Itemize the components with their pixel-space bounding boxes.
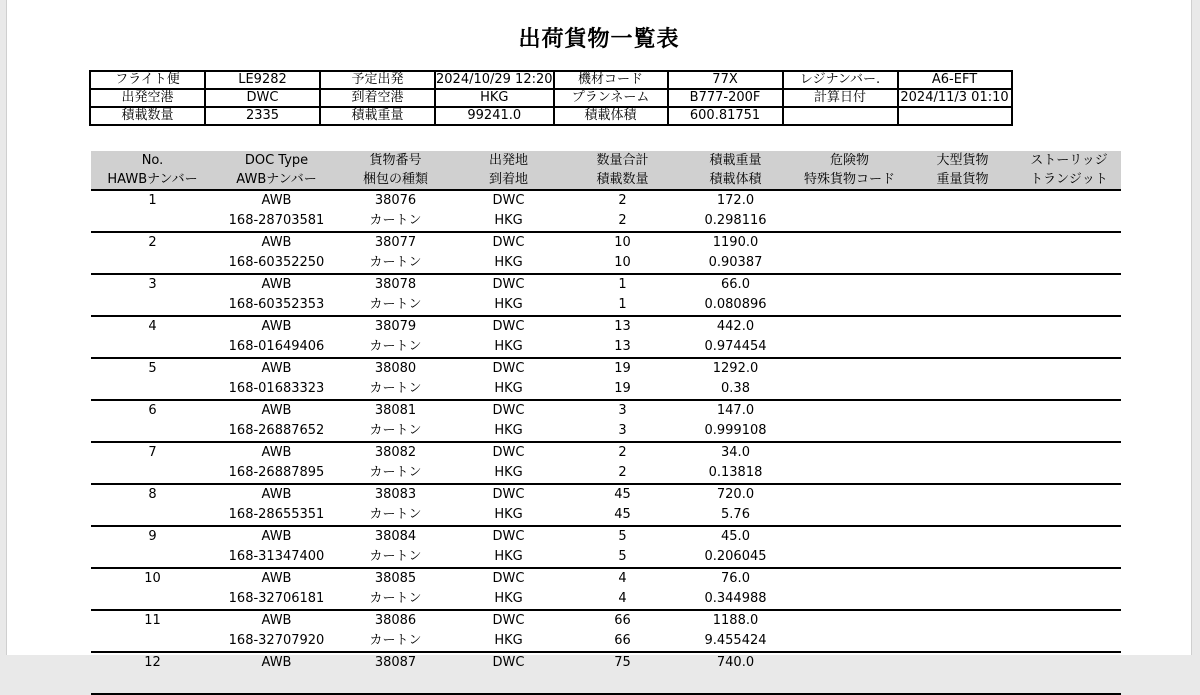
column-header: 積載数量 [565,170,680,190]
flight-info-value: 2024/11/3 01:10 [898,89,1012,107]
table-row [91,484,1121,505]
cargo-number-cell: 38076 [374,193,417,208]
empty-cell [91,589,214,610]
document-title: 出荷貨物一覧表 [518,27,680,52]
volume-cell: 0.90387 [680,253,791,274]
table-row [91,463,1121,484]
packaging-cell: カートン [339,631,452,652]
empty-cell [908,421,1017,442]
quantity-total-cell: 3 [618,403,627,418]
table-row [91,568,1121,589]
doc-type-cell: AWB [261,193,292,208]
doc-type-cell: AWB [261,571,292,586]
column-header: 重量貨物 [908,170,1017,190]
flight-info-label: レジナンバー. [783,71,898,89]
quantity-total-cell: 66 [614,613,631,628]
origin-cell: DWC [492,403,525,418]
column-header: 積載体積 [680,170,791,190]
weight-cell: 1190.0 [712,235,759,250]
flight-info-value [898,107,1012,125]
packaging-cell: カートン [339,589,452,610]
table-row [91,610,1121,631]
awb-number-cell: 168-60352250 [214,253,339,274]
cargo-number-cell: 38083 [374,487,417,502]
empty-cell [791,253,908,274]
packaging-cell: カートン [339,295,452,316]
origin-cell: DWC [492,277,525,292]
awb-number-cell: 168-01649406 [214,337,339,358]
flight-info-label: 計算日付 [783,89,898,107]
empty-cell [908,190,1017,211]
weight-cell: 76.0 [721,571,750,586]
column-header: 大型貨物 [908,151,1017,170]
volume-cell: 0.999108 [680,421,791,442]
awb-number-cell: 168-31347400 [214,547,339,568]
empty-cell [908,463,1017,484]
row-number: 1 [148,193,157,208]
doc-type-cell: AWB [261,403,292,418]
flight-info-label: 積載重量 [320,107,435,125]
doc-type-cell: AWB [261,361,292,376]
table-row [91,505,1121,526]
empty-cell [908,274,1017,295]
empty-cell [1017,484,1121,505]
empty-cell [791,631,908,652]
column-header: DOC Type [214,151,339,170]
empty-cell [791,463,908,484]
empty-cell [791,505,908,526]
empty-cell [791,358,908,379]
empty-cell [91,547,214,568]
destination-cell: HKG [452,295,565,316]
volume-cell: 0.298116 [680,211,791,232]
empty-cell [1017,316,1121,337]
empty-cell [908,610,1017,631]
empty-cell [791,274,908,295]
empty-cell [1017,589,1121,610]
column-header: 貨物番号 [339,151,452,170]
quantity-total-cell: 2 [618,193,627,208]
empty-cell [791,190,908,211]
row-number: 2 [148,235,157,250]
empty-cell [91,253,214,274]
column-header: トランジット [1017,170,1121,190]
empty-cell [791,232,908,253]
awb-number-cell: 168-32707920 [214,631,339,652]
origin-cell: DWC [492,571,525,586]
empty-cell [91,463,214,484]
empty-cell [1017,652,1121,673]
loaded-quantity-cell: 45 [565,505,680,526]
empty-cell [908,652,1017,673]
table-row [91,400,1121,421]
empty-cell [91,211,214,232]
cargo-number-cell: 38081 [374,403,417,418]
empty-cell [908,400,1017,421]
quantity-total-cell: 13 [614,319,631,334]
packaging-cell: カートン [339,421,452,442]
table-row [91,631,1121,652]
destination-cell: HKG [452,631,565,652]
flight-info-row [90,107,1012,125]
flight-info-label: 予定出発 [320,71,435,89]
empty-cell [908,211,1017,232]
awb-number-cell: 168-60352353 [214,295,339,316]
empty-cell [791,526,908,547]
table-row [91,190,1121,211]
table-row [91,526,1121,547]
quantity-total-cell: 10 [614,235,631,250]
volume-cell: 0.080896 [680,295,791,316]
weight-cell: 1188.0 [712,613,759,628]
flight-info-value: 2335 [205,107,320,125]
quantity-total-cell: 4 [618,571,627,586]
empty-cell [1017,610,1121,631]
flight-info-label: 積載体積 [554,107,668,125]
doc-type-cell: AWB [261,529,292,544]
column-header: 数量合計 [565,151,680,170]
cargo-number-cell: 38079 [374,319,417,334]
packaging-cell: カートン [339,547,452,568]
row-number: 6 [148,403,157,418]
cargo-number-cell: 38086 [374,613,417,628]
destination-cell: HKG [452,379,565,400]
origin-cell: DWC [492,361,525,376]
empty-cell [908,295,1017,316]
empty-cell [791,442,908,463]
quantity-total-cell: 75 [614,655,631,670]
loaded-quantity-cell: 19 [565,379,680,400]
destination-cell: HKG [452,505,565,526]
empty-cell [908,253,1017,274]
row-number: 10 [144,571,161,586]
empty-cell [1017,442,1121,463]
awb-number-cell: 168-28655351 [214,505,339,526]
flight-info-value: 2024/10/29 12:20 [436,72,553,87]
empty-cell [908,526,1017,547]
empty-cell [791,400,908,421]
column-header: AWBナンバー [214,170,339,190]
loaded-quantity-cell: 5 [565,547,680,568]
row-number: 7 [148,445,157,460]
volume-cell: 0.13818 [680,463,791,484]
empty-cell [791,484,908,505]
flight-info-label: 出発空港 [90,89,205,107]
column-header: 特殊貨物コード [791,170,908,190]
packaging-cell: カートン [339,505,452,526]
table-row [91,379,1121,400]
table-row [91,673,1121,694]
flight-info-label: プランネーム [554,89,668,107]
cargo-number-cell: 38078 [374,277,417,292]
table-row [91,232,1121,253]
empty-cell [1017,568,1121,589]
table-row [91,589,1121,610]
empty-cell [1017,253,1121,274]
table-row [91,253,1121,274]
quantity-total-cell: 5 [618,529,627,544]
empty-cell [908,673,1017,694]
origin-cell: DWC [492,529,525,544]
packaging-cell: カートン [339,253,452,274]
table-row [91,316,1121,337]
row-number: 9 [148,529,157,544]
empty-cell [791,337,908,358]
cargo-number-cell: 38084 [374,529,417,544]
loaded-quantity-cell: 4 [565,589,680,610]
flight-info-value: HKG [435,89,554,107]
row-number: 4 [148,319,157,334]
weight-cell: 1292.0 [712,361,759,376]
empty-cell [791,379,908,400]
empty-cell [1017,400,1121,421]
table-row [91,442,1121,463]
destination-cell: HKG [452,589,565,610]
loaded-quantity-cell [565,673,680,694]
flight-info-value: B777-200F [668,89,783,107]
empty-cell [1017,421,1121,442]
empty-cell [1017,337,1121,358]
empty-cell [908,547,1017,568]
awb-number-cell: 168-26887652 [214,421,339,442]
empty-cell [1017,274,1121,295]
empty-cell [908,589,1017,610]
doc-type-cell: AWB [261,319,292,334]
column-header: ストーリッジ [1017,151,1121,170]
loaded-quantity-cell: 2 [565,463,680,484]
empty-cell [791,295,908,316]
packaging-cell [339,673,452,694]
weight-cell: 442.0 [716,319,755,334]
weight-cell: 66.0 [721,277,750,292]
flight-info-table [89,70,1013,126]
weight-cell: 34.0 [721,445,750,460]
table-header-row [91,151,1121,170]
empty-cell [91,379,214,400]
table-row [91,211,1121,232]
table-row [91,358,1121,379]
destination-cell: HKG [452,547,565,568]
cargo-number-cell: 38077 [374,235,417,250]
empty-cell [791,547,908,568]
loaded-quantity-cell: 66 [565,631,680,652]
empty-cell [791,316,908,337]
empty-cell [791,421,908,442]
row-number: 3 [148,277,157,292]
awb-number-cell: 168-32706181 [214,589,339,610]
loaded-quantity-cell: 3 [565,421,680,442]
empty-cell [908,379,1017,400]
origin-cell: DWC [492,319,525,334]
table-row [91,274,1121,295]
origin-cell: DWC [492,655,525,670]
packaging-cell: カートン [339,463,452,484]
empty-cell [908,484,1017,505]
destination-cell [452,673,565,694]
flight-info-value: A6-EFT [898,71,1012,89]
empty-cell [908,337,1017,358]
packaging-cell: カートン [339,211,452,232]
quantity-total-cell: 2 [618,445,627,460]
awb-number-cell [214,673,339,694]
origin-cell: DWC [492,487,525,502]
awb-number-cell: 168-28703581 [214,211,339,232]
flight-info-value: LE9282 [205,71,320,89]
origin-cell: DWC [492,445,525,460]
destination-cell: HKG [452,421,565,442]
empty-cell [91,631,214,652]
destination-cell: HKG [452,253,565,274]
empty-cell [791,610,908,631]
doc-type-cell: AWB [261,613,292,628]
column-header: 危険物 [791,151,908,170]
table-row [91,652,1121,673]
origin-cell: DWC [492,613,525,628]
volume-cell: 0.974454 [680,337,791,358]
empty-cell [1017,379,1121,400]
table-header-row [91,170,1121,190]
empty-cell [791,673,908,694]
empty-cell [1017,547,1121,568]
loaded-quantity-cell: 13 [565,337,680,358]
destination-cell: HKG [452,211,565,232]
cargo-number-cell: 38082 [374,445,417,460]
table-row [91,547,1121,568]
empty-cell [791,652,908,673]
table-row [91,295,1121,316]
quantity-total-cell: 1 [618,277,627,292]
packaging-cell: カートン [339,379,452,400]
empty-cell [791,568,908,589]
destination-cell: HKG [452,463,565,484]
empty-cell [1017,232,1121,253]
loaded-quantity-cell: 2 [565,211,680,232]
empty-cell [908,232,1017,253]
quantity-total-cell: 45 [614,487,631,502]
table-row [91,337,1121,358]
flight-info-value: 99241.0 [435,107,554,125]
row-number: 8 [148,487,157,502]
cargo-number-cell: 38080 [374,361,417,376]
flight-info-value: 77X [668,71,783,89]
column-header: 出発地 [452,151,565,170]
cargo-table [91,151,1121,695]
empty-cell [1017,673,1121,694]
volume-cell: 9.455424 [680,631,791,652]
column-header: 梱包の種類 [339,170,452,190]
packaging-cell: カートン [339,337,452,358]
doc-type-cell: AWB [261,487,292,502]
empty-cell [908,631,1017,652]
volume-cell: 5.76 [680,505,791,526]
empty-cell [91,337,214,358]
doc-type-cell: AWB [261,655,292,670]
column-header: 到着地 [452,170,565,190]
empty-cell [791,589,908,610]
document-page [6,0,1192,670]
doc-type-cell: AWB [261,235,292,250]
loaded-quantity-cell: 10 [565,253,680,274]
empty-cell [908,442,1017,463]
weight-cell: 172.0 [716,193,755,208]
empty-cell [1017,505,1121,526]
volume-cell: 0.344988 [680,589,791,610]
empty-cell [908,568,1017,589]
cargo-number-cell: 38087 [374,655,417,670]
empty-cell [791,211,908,232]
table-row [91,421,1121,442]
origin-cell: DWC [492,193,525,208]
flight-info-value: 600.81751 [668,107,783,125]
doc-type-cell: AWB [261,277,292,292]
volume-cell: 0.206045 [680,547,791,568]
empty-cell [1017,295,1121,316]
flight-info-value: DWC [205,89,320,107]
loaded-quantity-cell: 1 [565,295,680,316]
empty-cell [1017,631,1121,652]
column-header: 積載重量 [680,151,791,170]
empty-cell [91,421,214,442]
empty-cell [908,316,1017,337]
empty-cell [908,358,1017,379]
flight-info-label: 機材コード [554,71,668,89]
flight-info-label: フライト便 [90,71,205,89]
weight-cell: 720.0 [716,487,755,502]
weight-cell: 147.0 [716,403,755,418]
empty-cell [91,295,214,316]
weight-cell: 45.0 [721,529,750,544]
column-header: HAWBナンバー [91,170,214,190]
flight-info-label [783,107,898,125]
row-number: 11 [144,613,161,628]
doc-type-cell: AWB [261,445,292,460]
flight-info-row [90,71,1012,89]
destination-cell: HKG [452,337,565,358]
quantity-total-cell: 19 [614,361,631,376]
empty-cell [1017,358,1121,379]
empty-cell [908,505,1017,526]
empty-cell [1017,211,1121,232]
empty-cell [91,505,214,526]
empty-cell [91,673,214,694]
row-number: 12 [144,655,161,670]
volume-cell: 0.38 [680,379,791,400]
empty-cell [1017,526,1121,547]
empty-cell [1017,190,1121,211]
awb-number-cell: 168-01683323 [214,379,339,400]
row-number: 5 [148,361,157,376]
empty-cell [1017,463,1121,484]
cargo-number-cell: 38085 [374,571,417,586]
column-header: No. [91,151,214,170]
volume-cell [680,673,791,694]
flight-info-label: 積載数量 [90,107,205,125]
flight-info-row [90,89,1012,107]
origin-cell: DWC [492,235,525,250]
flight-info-label: 到着空港 [320,89,435,107]
awb-number-cell: 168-26887895 [214,463,339,484]
weight-cell: 740.0 [716,655,755,670]
